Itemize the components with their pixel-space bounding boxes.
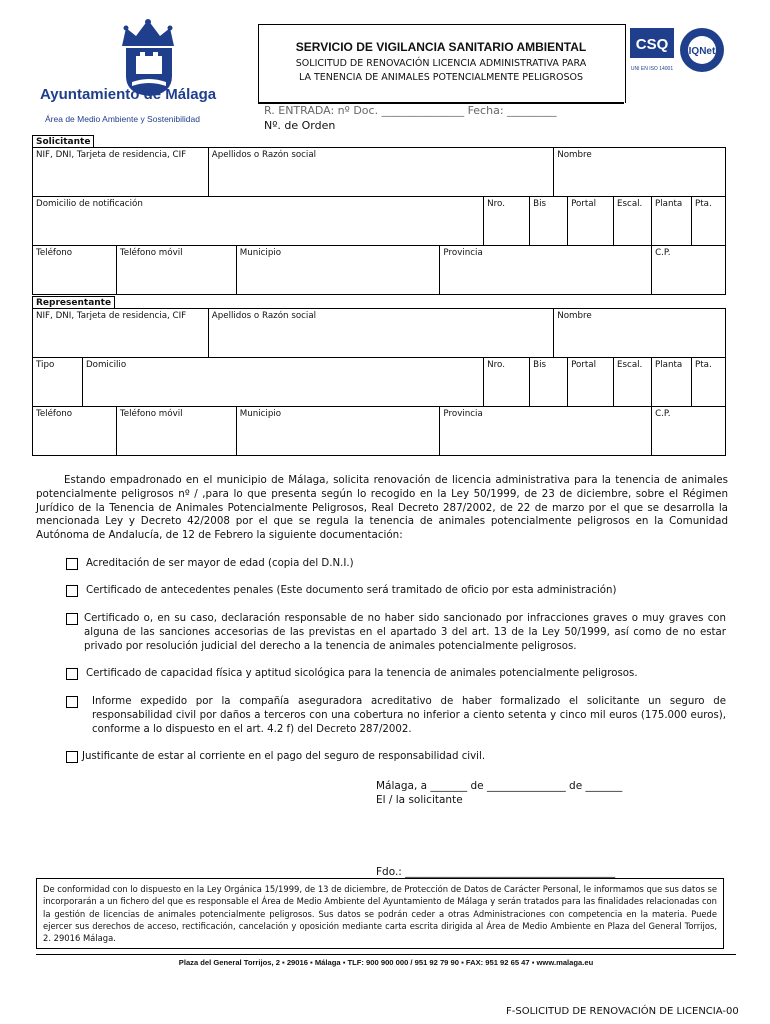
- request-paragraph: Estando empadronado en el municipio de Málaga, solicita renovación de licencia administrativa para la tenencia de animales potencialmente peligrosos nº / ,para lo que presenta según lo recogido en la Ley 50/1999, de 23 de diciembre, sobre el Régimen Jurídico de la Tenencia de Animales Potencialmente Peligrosos, Real Decreto 287/2002, de 22 de marzo por el que se desarrolla la mencionada Ley y Decreto 42/2008 por el que se regula la tenencia de animales potencialmente peligrosos en la Comunidad Autónoma de Andalucía, de 12 de Febrero la siguiente documentación:: [36, 474, 728, 542]
- iqnet-certification-logo: [678, 26, 726, 74]
- doc-item-justificante: Justificante de estar al corriente en el pago del seguro de responsabilidad civil.: [82, 751, 486, 762]
- section-label-solicitante: Solicitante: [32, 135, 94, 148]
- field-provincia[interactable]: Provincia: [440, 246, 652, 295]
- header-title: SERVICIO DE VIGILANCIA SANITARIO AMBIENTAL: [295, 40, 587, 54]
- rep-field-cp[interactable]: C.P.: [652, 407, 726, 456]
- logo-title: Ayuntamiento de Málaga: [40, 86, 217, 103]
- rep-field-nro[interactable]: Nro.: [484, 358, 530, 407]
- field-municipio[interactable]: Municipio: [236, 246, 440, 295]
- checkbox-capacidad[interactable]: [66, 668, 78, 680]
- field-cp[interactable]: C.P.: [652, 246, 726, 295]
- rep-field-escal[interactable]: Escal.: [614, 358, 652, 407]
- csq-subtext: UNI EN ISO 14001: [630, 66, 674, 72]
- rep-field-pta[interactable]: Pta.: [692, 358, 726, 407]
- solicitante-contact-table: [32, 245, 726, 295]
- checkbox-seguro[interactable]: [66, 696, 78, 708]
- doc-item-capacidad: Certificado de capacidad física y aptitud sicológica para la tenencia de animales potencialmente peligrosos.: [86, 668, 638, 679]
- rep-field-telefono[interactable]: Teléfono: [33, 407, 117, 456]
- representante-table: [32, 308, 726, 358]
- field-nro[interactable]: Nro.: [484, 197, 530, 246]
- entry-registry: R. ENTRADA: nº Doc. _______________ Fecha: _________: [264, 104, 557, 117]
- municipal-logo: [30, 16, 240, 131]
- doc-item-seguro: Informe expedido por la compañía aseguradora acreditativo de haber formalizado el solicitante un seguro de responsabilidad civil por daños a terceros con una cobertura no inferior a ciento setenta y cinco mil euros (175.000 euros), conforme a lo dispuesto en el art. 4.2 f) del Decreto 287/2002.: [92, 696, 726, 735]
- field-escal[interactable]: Escal.: [614, 197, 652, 246]
- rep-field-bis[interactable]: Bis: [530, 358, 568, 407]
- header-subtitle-2: LA TENENCIA DE ANIMALES POTENCIALMENTE PELIGROSOS: [298, 72, 584, 83]
- form-code: F-SOLICITUD DE RENOVACIÓN DE LICENCIA-00: [506, 1006, 739, 1017]
- csq-certification-logo: [630, 28, 674, 74]
- checkbox-justificante[interactable]: [66, 751, 78, 763]
- section-label-representante: Representante: [32, 296, 115, 309]
- rep-field-tipo[interactable]: Tipo: [33, 358, 83, 407]
- place-date-line: Málaga, a _______ de _______________ de _______: [376, 780, 623, 792]
- rep-field-provincia[interactable]: Provincia: [440, 407, 652, 456]
- rep-field-planta[interactable]: Planta: [652, 358, 692, 407]
- logo-subtitle: Área de Medio Ambiente y Sostenibilidad: [45, 114, 200, 124]
- solicitante-table: [32, 147, 726, 197]
- rep-field-portal[interactable]: Portal: [568, 358, 614, 407]
- field-movil[interactable]: Teléfono móvil: [116, 246, 236, 295]
- checkbox-antecedentes[interactable]: [66, 585, 78, 597]
- field-nif[interactable]: NIF, DNI, Tarjeta de residencia, CIF: [33, 148, 209, 197]
- rep-field-nombre[interactable]: Nombre: [554, 309, 726, 358]
- checkbox-dni[interactable]: [66, 558, 78, 570]
- doc-item-declaracion: Certificado o, en su caso, declaración responsable de no haber sido sancionado por infracciones graves o muy graves con alguna de las sanciones accesorias de las previstas en el apartado 3 del art. 13 de la Ley 50/1999, así como de no estar privado por resolución judicial del derecho a la tenencia de animales potencialmente peligrosos.: [84, 613, 726, 652]
- header-subtitle-1: SOLICITUD DE RENOVACIÓN LICENCIA ADMINISTRATIVA PARA: [295, 58, 587, 69]
- rep-field-apellidos[interactable]: Apellidos o Razón social: [208, 309, 553, 358]
- order-number: Nº. de Orden: [264, 119, 336, 132]
- field-planta[interactable]: Planta: [652, 197, 692, 246]
- rep-field-domicilio[interactable]: Domicilio: [82, 358, 483, 407]
- csq-text: CSQ: [635, 36, 669, 53]
- rep-field-municipio[interactable]: Municipio: [236, 407, 440, 456]
- field-portal[interactable]: Portal: [568, 197, 614, 246]
- crown-icon: [118, 18, 178, 48]
- footer-address: Plaza del General Torrijos, 2 ▪ 29016 ▪ Málaga ▪ TLF: 900 900 000 / 951 92 79 90 ▪ FAX: 951 92 65 47 ▪ www.malaga.eu: [178, 958, 594, 967]
- checkbox-declaracion[interactable]: [66, 613, 78, 625]
- footer-divider: [36, 954, 736, 955]
- representante-contact-table: [32, 406, 726, 456]
- doc-item-dni: Acreditación de ser mayor de edad (copia del D.N.I.): [86, 558, 354, 569]
- field-domicilio[interactable]: Domicilio de notificación: [33, 197, 484, 246]
- signer-label: El / la solicitante: [376, 794, 463, 806]
- field-apellidos[interactable]: Apellidos o Razón social: [208, 148, 553, 197]
- field-bis[interactable]: Bis: [530, 197, 568, 246]
- rep-field-movil[interactable]: Teléfono móvil: [116, 407, 236, 456]
- field-pta[interactable]: Pta.: [692, 197, 726, 246]
- field-telefono[interactable]: Teléfono: [33, 246, 117, 295]
- data-protection-notice: De conformidad con lo dispuesto en la Ley Orgánica 15/1999, de 13 de diciembre, de Protección de Datos de Carácter Personal, le informamos que sus datos se incorporarán a un fichero del que es responsable el Área de Medio Ambiente del Ayuntamiento de Málaga y serán tratados para las finalidades relacionadas con la gestión de licencias de animales potencialmente peligrosos. Sus datos se podrán ceder a otras Administraciones con competencia en la materia. Puede ejercer sus derechos de acceso, rectificación, cancelación y oposición mediante carta escrita dirigida al Área de Medio Ambiente en Plaza del General Torrijos, 2. 29016 Málaga.: [36, 878, 724, 949]
- field-nombre[interactable]: Nombre: [554, 148, 726, 197]
- signature-line: Fdo.: ________________________________________: [376, 866, 616, 878]
- iqnet-text: IQNet: [688, 46, 716, 57]
- rep-field-nif[interactable]: NIF, DNI, Tarjeta de residencia, CIF: [33, 309, 209, 358]
- solicitante-address-table: [32, 196, 726, 246]
- representante-address-table: [32, 357, 726, 407]
- doc-item-antecedentes: Certificado de antecedentes penales (Este documento será tramitado de oficio por esta administración): [86, 585, 617, 596]
